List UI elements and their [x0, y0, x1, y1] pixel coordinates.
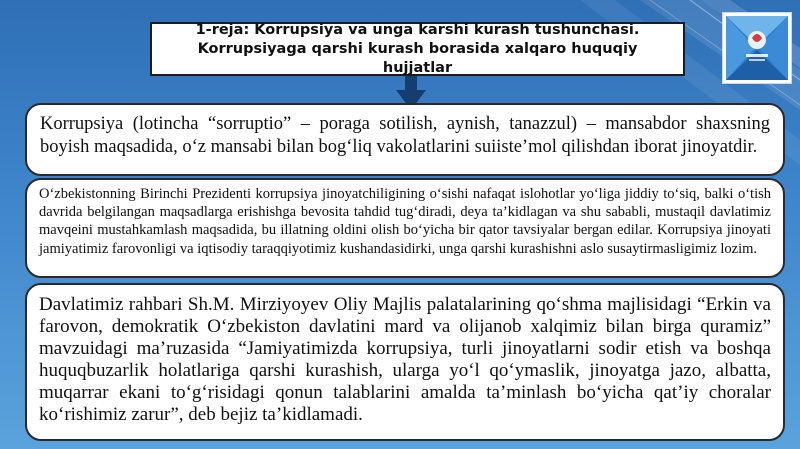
- definition-text: Korrupsiya (lotincha “sorruptio” – poraga sotilish, aynish, tanazzul) – mansabdor shaxsning boyish maqsadida, o‘z mansabi bilan bog‘liq vakolatlarini suiiste’mol qilishdan iborat jinoyatdir.: [40, 114, 770, 157]
- definition-box: [25, 103, 785, 176]
- president-quote-text: O‘zbekistonning Birinchi Prezidenti korrupsiya jinoyatchiligining o‘sishi nafaqat islohotlar yo‘liga jiddiy to‘siq, balki o‘tish davrida belgilangan maqsadlarga erishishga bevosita tahdid tug‘diradi, deya ta’kidlagan va shu sababli, mustaqil davlatimiz mavqeini mustahkamlash maqsadida, bu illatning oldini olish bo‘yicha bir qator tavsiyalar bergan edilar. Korrupsiya jinoyati jamiyatimiz farovonligi va iqtisodiy taraqqiyotimiz kushandasidirki, unga qarshi kurashishni aslo susaytirmasligimiz lozim.: [39, 186, 771, 257]
- leader-quote-text: Davlatimiz rahbari Sh.M. Mirziyoyev Oliy Majlis palatalarining qo‘shma majlisidagi “Erkin va farovon, demokratik O‘zbekiston davlatini mard va olijanob xalqimiz bilan birga quramiz” mavzuidagi ma’ruzasida “Jamiyatimizda korrupsiya, turli jinoyatlarni sodir etish va boshqa huquqbuzarlik holatlariga qarshi kurashish, ularga yo‘l qo‘ymaslik, jinoyatga jazo, albatta, muqarrar ekani to‘g‘risidagi qonun talablarini amalda ta’minlash bo‘yicha qat’iy choralar ko‘rishimiz zarur”, deb bejiz ta’kidlamadi.: [39, 294, 771, 425]
- slide-title: [150, 22, 685, 76]
- emblem-logo-icon: [722, 12, 792, 84]
- leader-quote-box: [25, 283, 785, 441]
- president-quote-box: [25, 178, 785, 278]
- slide-title-text: 1-reja: Korrupsiya va unga karshi kurash tushunchasi. Korrupsiyaga qarshi kurash borasida xalqaro huquqiy hujjatlar: [195, 21, 640, 76]
